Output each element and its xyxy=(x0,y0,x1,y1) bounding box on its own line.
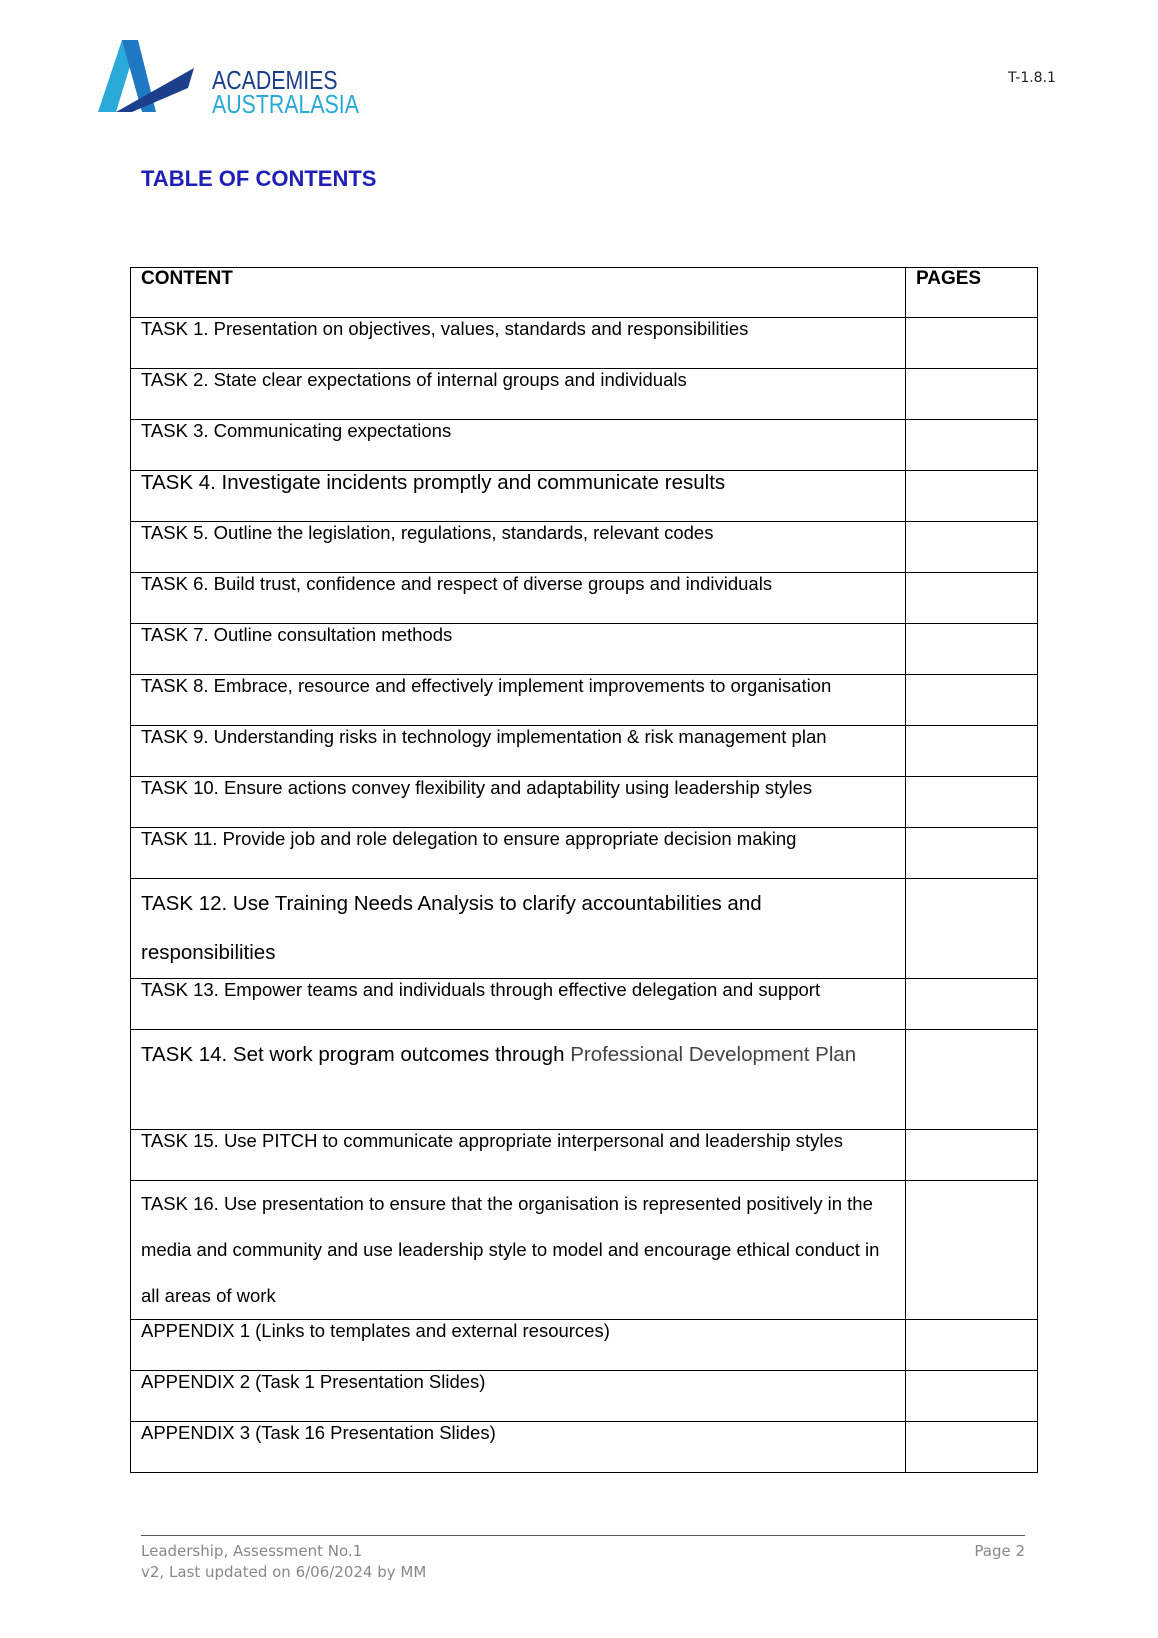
row-text: TASK 6. Build trust, confidence and respect of diverse groups and individuals xyxy=(131,573,906,624)
row-text: TASK 8. Embrace, resource and effectively implement improvements to organisation xyxy=(131,675,906,726)
footer-divider xyxy=(141,1535,1025,1536)
row-text: APPENDIX 3 (Task 16 Presentation Slides) xyxy=(131,1422,906,1473)
row-page xyxy=(906,1030,1038,1130)
row-text: TASK 7. Outline consultation methods xyxy=(131,624,906,675)
row-text: TASK 4. Investigate incidents promptly and communicate results xyxy=(131,471,906,522)
row-page xyxy=(906,1371,1038,1422)
logo-line-2: AUSTRALASIA xyxy=(212,89,359,119)
row-page xyxy=(906,573,1038,624)
table-row xyxy=(131,522,1038,573)
page-number: Page 2 xyxy=(974,1542,1025,1560)
row-text: TASK 11. Provide job and role delegation to ensure appropriate decision making xyxy=(131,828,906,879)
table-row xyxy=(131,1320,1038,1371)
row-page xyxy=(906,979,1038,1030)
row-text: TASK 16. Use presentation to ensure that the organisation is represented positively in the media and community and use leadership style to model and encourage ethical conduct in all areas of work xyxy=(131,1181,906,1320)
row-page xyxy=(906,318,1038,369)
row-text: TASK 9. Understanding risks in technology implementation & risk management plan xyxy=(131,726,906,777)
document-reference: T-1.8.1 xyxy=(1008,70,1056,86)
row-text-part: TASK 14. Set work program outcomes through xyxy=(141,1043,571,1066)
row-text xyxy=(131,1030,906,1130)
row-text: TASK 15. Use PITCH to communicate appropriate interpersonal and leadership styles xyxy=(131,1130,906,1181)
column-header-pages: PAGES xyxy=(906,268,1038,318)
row-page xyxy=(906,828,1038,879)
table-row xyxy=(131,318,1038,369)
row-page xyxy=(906,726,1038,777)
row-page xyxy=(906,879,1038,979)
table-row xyxy=(131,1130,1038,1181)
table-header-row xyxy=(131,268,1038,318)
table-row xyxy=(131,828,1038,879)
logo-line-1: ACADEMIES xyxy=(212,65,338,95)
row-text-link-style: Professional Development Plan xyxy=(570,1043,857,1066)
row-page xyxy=(906,420,1038,471)
table-row xyxy=(131,1030,1038,1130)
table-row xyxy=(131,420,1038,471)
row-text: TASK 10. Ensure actions convey flexibility and adaptability using leadership styles xyxy=(131,777,906,828)
page-title: TABLE OF CONTENTS xyxy=(141,166,377,191)
row-page xyxy=(906,624,1038,675)
table-row xyxy=(131,624,1038,675)
table-row xyxy=(131,573,1038,624)
logo-wordmark xyxy=(212,65,359,119)
page-footer xyxy=(141,1541,1025,1583)
footer-title: Leadership, Assessment No.1 xyxy=(141,1542,363,1560)
table-row xyxy=(131,1371,1038,1422)
row-text: TASK 13. Empower teams and individuals through effective delegation and support xyxy=(131,979,906,1030)
row-text: TASK 3. Communicating expectations xyxy=(131,420,906,471)
table-row xyxy=(131,777,1038,828)
row-text: APPENDIX 1 (Links to templates and external resources) xyxy=(131,1320,906,1371)
row-page xyxy=(906,1181,1038,1320)
footer-version: v2, Last updated on 6/06/2024 by MM xyxy=(141,1563,427,1581)
row-text: TASK 1. Presentation on objectives, values, standards and responsibilities xyxy=(131,318,906,369)
row-page xyxy=(906,1422,1038,1473)
row-text: TASK 12. Use Training Needs Analysis to clarify accountabilities and responsibilities xyxy=(131,879,906,979)
logo-mark-icon xyxy=(98,38,208,122)
row-page xyxy=(906,1320,1038,1371)
table-row xyxy=(131,979,1038,1030)
column-header-content: CONTENT xyxy=(131,268,906,318)
table-row xyxy=(131,675,1038,726)
table-row xyxy=(131,1181,1038,1320)
row-page xyxy=(906,675,1038,726)
table-row xyxy=(131,369,1038,420)
table-row xyxy=(131,879,1038,979)
table-row xyxy=(131,471,1038,522)
company-logo xyxy=(98,38,358,122)
table-row xyxy=(131,726,1038,777)
contents-table xyxy=(130,267,1038,1473)
row-page xyxy=(906,369,1038,420)
row-text: APPENDIX 2 (Task 1 Presentation Slides) xyxy=(131,1371,906,1422)
row-text: TASK 2. State clear expectations of internal groups and individuals xyxy=(131,369,906,420)
table-row xyxy=(131,1422,1038,1473)
row-page xyxy=(906,1130,1038,1181)
row-page xyxy=(906,777,1038,828)
row-text: TASK 5. Outline the legislation, regulations, standards, relevant codes xyxy=(131,522,906,573)
row-page xyxy=(906,471,1038,522)
row-page xyxy=(906,522,1038,573)
